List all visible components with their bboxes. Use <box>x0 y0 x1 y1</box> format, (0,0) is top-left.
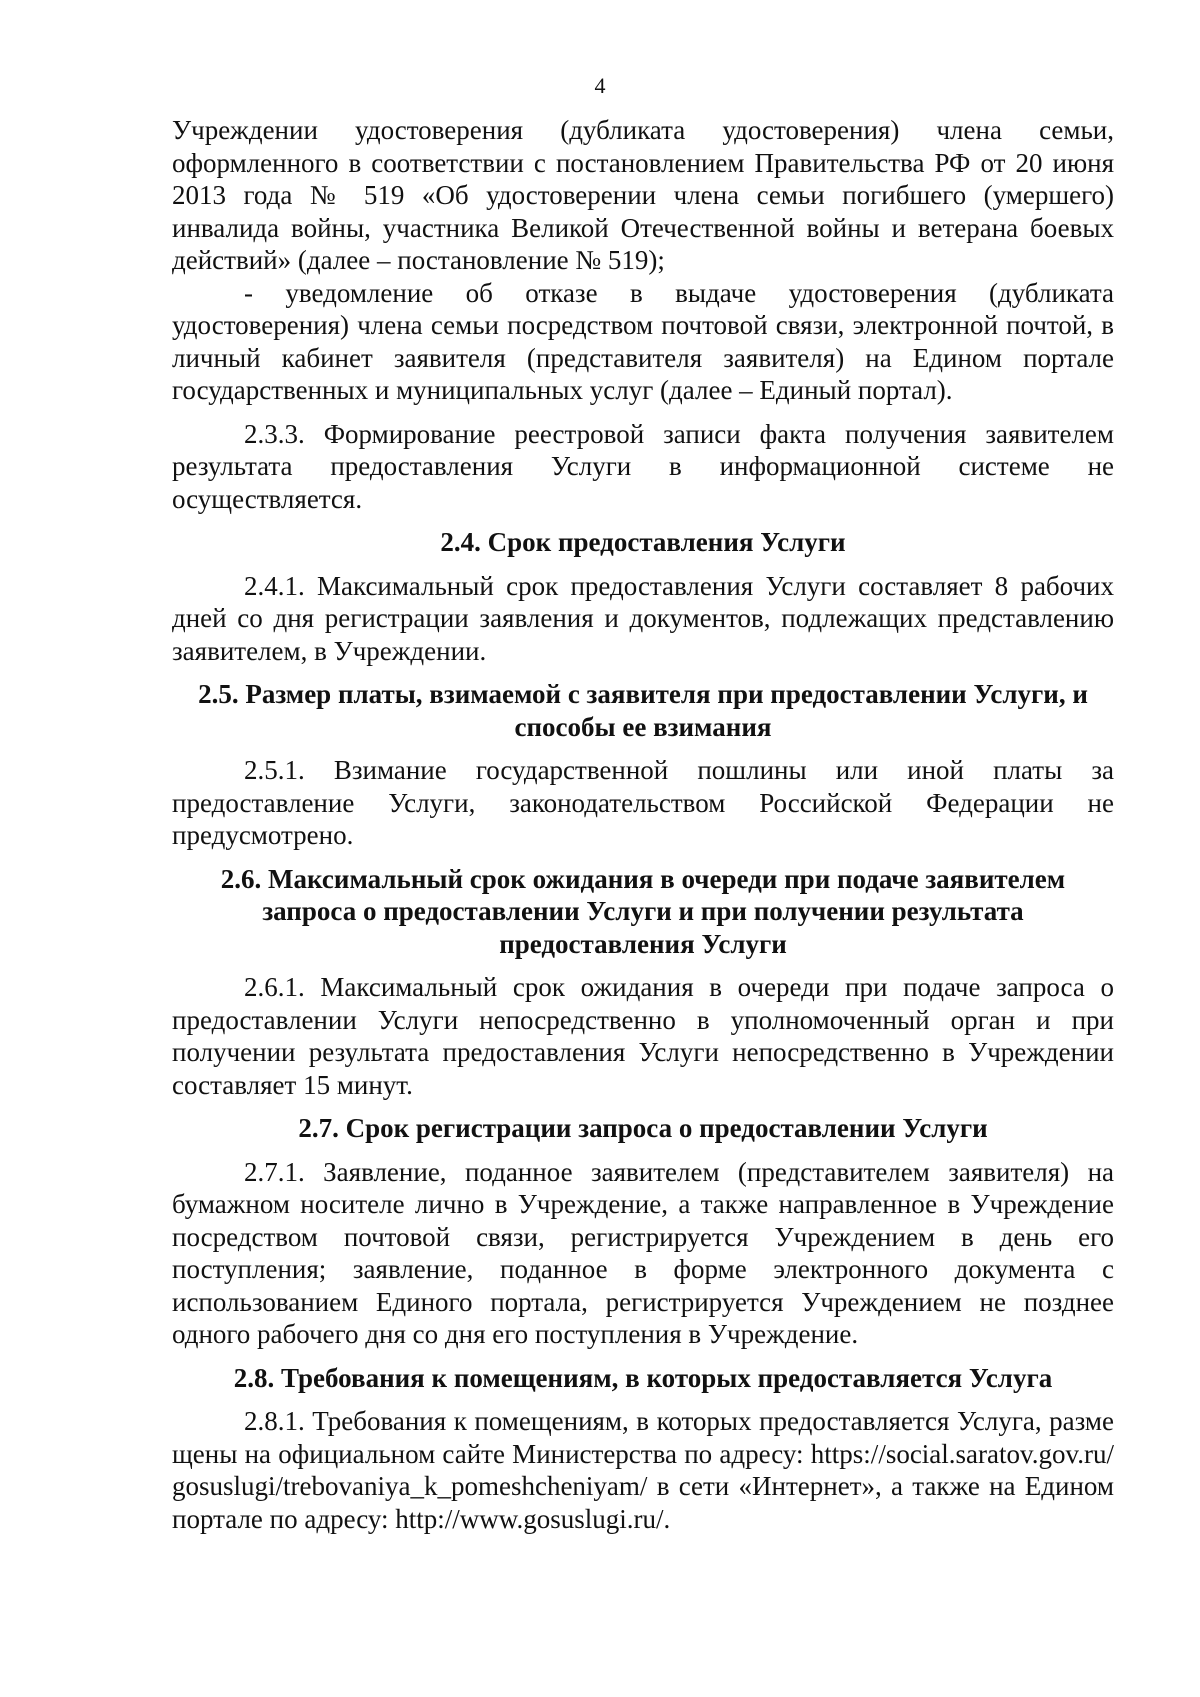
paragraph-2-3-3: 2.3.3. Формирование реестровой записи факта получения заявителем результата предоставления Услуги в информационной системе не осуществляется. <box>172 418 1114 514</box>
heading-2-6: 2.6. Максимальный срок ожидания в очереди при подаче заявителем запроса о предоставлении Услуги и при получении результата предоставления Услуги <box>220 863 1066 959</box>
heading-2-8: 2.8. Требования к помещениям, в которых предоставляется Услуга <box>233 1362 1053 1393</box>
paragraph-refusal-notice: - уведомление об отказе в выдаче удостоверения (дубликата удостоверения) члена семьи посредством почтовой связи, электронной почтой, в личный кабинет заявителя (представителя заявителя) на Едином портале государственных и муниципальных услуг (далее – Единый портал). <box>172 277 1114 405</box>
paragraph-continuation: Учреждении удостоверения (дубликата удостоверения) члена семьи, оформленного в соответствии с постановлением Правительства РФ от 20 июня 2013 года № 519 «Об удостоверении члена семьи погибшего (умершего) инвалида войны, участника Великой Отечественной войны и ветерана боевых действий» (далее – постановление № 519); <box>172 115 1114 275</box>
paragraph-2-5-1: 2.5.1. Взимание государственной пошлины или иной платы за предоставление Услуги, законодательством Российской Федерации не предусмотрено. <box>172 755 1114 850</box>
paragraph-2-8-1: 2.8.1. Требования к помещениям, в которых предоставляется Услуга, размещены на официальном сайте Министерства по адресу: https://social.saratov.gov.ru/gosuslugi/trebovaniya_k_pomeshcheniyam/ в сети «Интернет», а также на Едином портале по адресу: http://www.gosuslugi.ru/. <box>172 1406 1114 1534</box>
heading-2-7: 2.7. Срок регистрации запроса о предоставлении Услуги <box>298 1113 988 1143</box>
paragraph-2-7-1: 2.7.1. Заявление, поданное заявителем (представителем заявителя) на бумажном носителе лично в Учреждение, а также направленное в Учреждение посредством почтовой связи, регистрируется Учреждением в день его поступления; заявление, поданное в форме электронного документа с использованием Единого портала, регистрируется Учреждением не позднее одного рабочего дня со дня его поступления в Учреждение. <box>172 1156 1114 1349</box>
document-body <box>172 114 1114 1546</box>
paragraph-2-6-1: 2.6.1. Максимальный срок ожидания в очереди при подаче запроса о предоставлении Услуги непосредственно в уполномоченный орган и при получении результата предоставления Услуги непосредственно в Учреждении составляет 15 минут. <box>172 972 1114 1100</box>
paragraph-2-4-1: 2.4.1. Максимальный срок предоставления Услуги составляет 8 рабочих дней со дня регистрации заявления и документов, подлежащих представлению заявителем, в Учреждении. <box>172 570 1114 666</box>
heading-2-5: 2.5. Размер платы, взимаемой с заявителя при предоставлении Услуги, и способы ее взимания <box>198 679 1088 742</box>
heading-2-4: 2.4. Срок предоставления Услуги <box>440 527 846 557</box>
page-number: 4 <box>594 73 606 98</box>
